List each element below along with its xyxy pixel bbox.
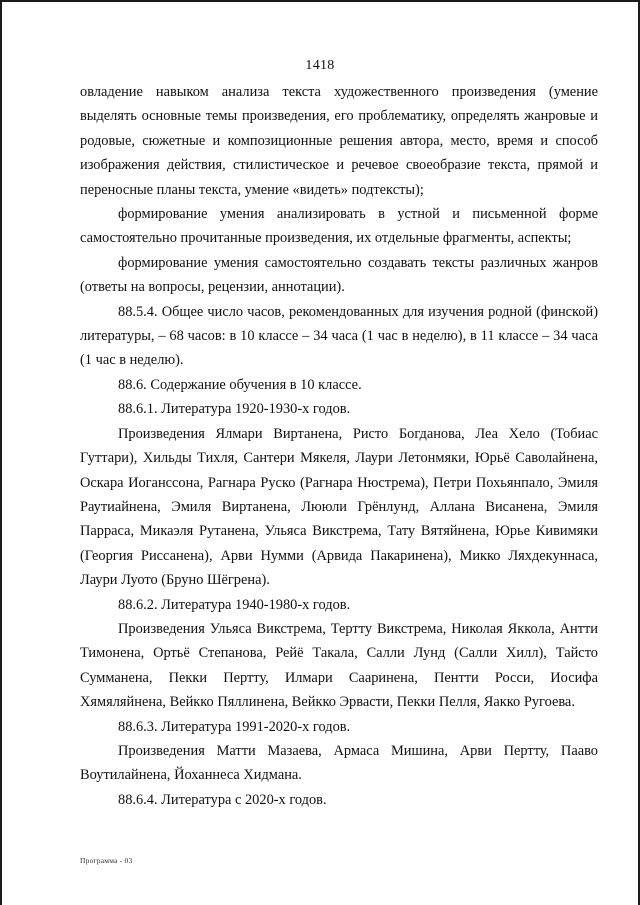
subsection-heading-1920-1930: 88.6.1. Литература 1920-1930-х годов.: [118, 401, 351, 418]
subsection-heading-2020: 88.6.4. Литература с 2020-х годов.: [118, 791, 327, 808]
section-heading-content-grade-10: 88.6. Содержание обучения в 10 классе.: [118, 376, 362, 393]
paragraph-skills-oral-written: формирование умения анализировать в устной и письменной форме самостоятельно прочитанные произведения, их отдельные фрагменты, аспекты;: [80, 206, 598, 247]
scan-edge-top: [0, 0, 640, 2]
paragraph-works-1991-2020: Произведения Матти Мазаева, Армаса Мишина, Арви Пертту, Пааво Воутилайнена, Йоханнеса Хидмана.: [80, 742, 598, 784]
paragraph-skills-create-texts: формирование умения самостоятельно создавать тексты различных жанров (ответы на вопросы, рецензии, аннотации).: [80, 254, 598, 296]
footer-note: Программа - 03: [80, 856, 133, 865]
page-number: 1418: [305, 58, 335, 73]
scan-edge-left: [0, 0, 2, 905]
paragraph-works-1940-1980: Произведения Ульяса Викстрема, Тертту Викстрема, Николая Яккола, Антти Тимонена, Ортьё Степанова, Рейё Такала, Салли Лунд (Салли Хилл), Тайсто Сумманена, Пекки Пертту, Илмари Сааринена, Пентти Росси, Иосифа Хямяляйнена, Вейкко Пяллинена, Вейкко Эрвасти, Пекки Пелля, Яакко Ругоева.: [80, 620, 598, 711]
subsection-heading-1991-2020: 88.6.3. Литература 1991-2020-х годов.: [118, 718, 351, 735]
paragraph-works-1920-1930: Произведения Ялмари Виртанена, Ристо Богданова, Леа Хело (Тобиас Гуттари), Хильды Тихля, Сантери Мякеля, Лаури Летонмяки, Юрьё Саволайнена, Оскара Иоганссона, Рагнара Руско (Рагнара Нюстрема), Петри Похьянпало, Эмиля Раутиайнена, Эмиля Виртанена, Лююли Грёнлунд, Аллана Висанена, Эмиля Парраса, Микаэля Рутанена, Ульяса Викстрема, Тату Вятяйнена, Юрье Кивимяки (Георгия Риссанена), Арви Нумми (Арвида Пакаринена), Микко Ляхдекуннаса, Лаури Луото (Бруно Шёгрена).: [80, 425, 598, 589]
paragraph-hours: 88.5.4. Общее число часов, рекомендованных для изучения родной (финской) литературы, – 68 часов: в 10 классе – 34 часа (1 час в неделю), в 11 классе – 34 часа (1 час в неделю).: [80, 303, 598, 369]
subsection-heading-1940-1980: 88.6.2. Литература 1940-1980-х годов.: [118, 596, 351, 613]
paragraph-skills-analysis: овладение навыком анализа текста художественного произведения (умение выделять основные темы произведения, его проблематику, определять жанровые и родовые, сюжетные и композиционные решения автора, место, время и способ изображения действия, стилистическое и речевое своеобразие текста, прямой и переносные планы текста, умение «видеть» подтексты);: [80, 84, 598, 198]
document-body: [80, 80, 598, 812]
